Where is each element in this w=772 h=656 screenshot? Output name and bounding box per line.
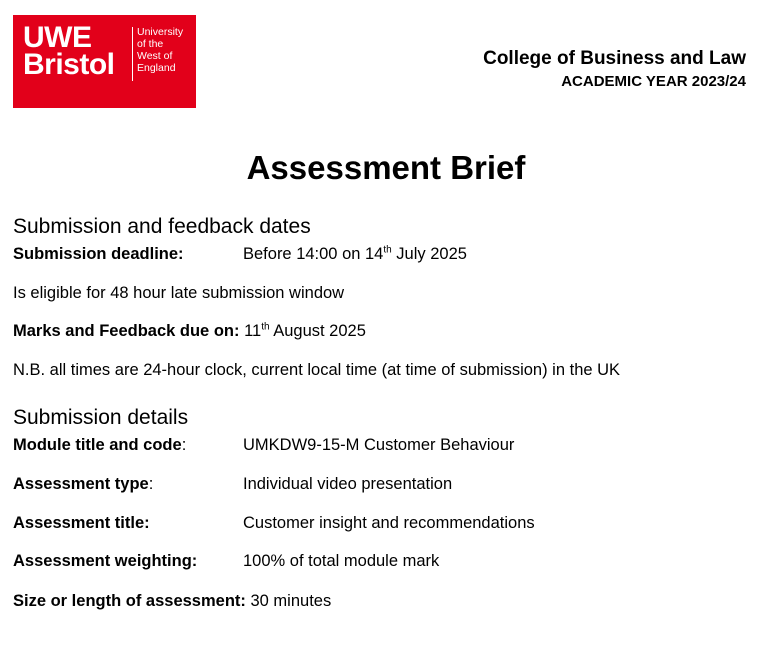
marks-feedback-label: Marks and Feedback due on: — [13, 322, 240, 340]
section-heading-dates: Submission and feedback dates — [13, 215, 311, 238]
deadline-month: July 2025 — [391, 245, 467, 263]
college-name: College of Business and Law — [483, 48, 746, 69]
assessment-type-label: Assessment type — [13, 475, 149, 493]
academic-year: ACADEMIC YEAR 2023/24 — [561, 73, 746, 90]
college-header — [483, 47, 746, 93]
late-window-row: Is eligible for 48 hour late submission window — [13, 284, 345, 302]
logo-word-uwe: UWE — [23, 21, 92, 54]
logo-univ-line: University — [137, 26, 184, 38]
module-value: UMKDW9-15-M Customer Behaviour — [243, 436, 515, 454]
marks-feedback-day: 11 — [239, 322, 262, 340]
assessment-type-colon: : — [148, 475, 154, 493]
deadline-ordinal: th — [383, 244, 392, 256]
assessment-type-value: Individual video presentation — [243, 475, 453, 493]
logo-university-text — [137, 26, 183, 74]
assessment-title-label: Assessment title: — [13, 514, 150, 532]
logo-word-bristol: Bristol — [23, 48, 115, 81]
module-row — [13, 434, 515, 456]
assessment-weighting-value: 100% of total module mark — [243, 552, 440, 570]
module-label: Module title and code — [13, 436, 182, 454]
time-note: N.B. all times are 24-hour clock, current local time (at time of submission) in the UK — [13, 361, 621, 379]
assessment-title-row — [13, 512, 535, 534]
marks-feedback-row — [13, 320, 366, 342]
submission-deadline-row — [13, 243, 467, 265]
logo-divider — [132, 27, 133, 81]
assessment-type-row — [13, 473, 453, 495]
assessment-size-label: Size or length of assessment: — [13, 592, 246, 610]
submission-deadline-label: Submission deadline: — [13, 245, 184, 263]
logo-univ-line: England — [137, 62, 176, 74]
module-label-colon: : — [181, 436, 187, 454]
page-title: Assessment Brief — [246, 149, 526, 186]
deadline-text: Before 14:00 on 14 — [243, 245, 384, 263]
marks-feedback-month: August 2025 — [269, 322, 366, 340]
submission-deadline-value — [243, 243, 467, 265]
logo-univ-line: West of — [137, 50, 173, 62]
assessment-weighting-label: Assessment weighting: — [13, 552, 198, 570]
assessment-title-value: Customer insight and recommendations — [243, 514, 535, 532]
section-heading-details: Submission details — [13, 406, 189, 429]
uwe-bristol-logo — [13, 15, 196, 108]
assessment-size-value: 30 minutes — [245, 592, 332, 610]
marks-feedback-ordinal: th — [261, 321, 270, 333]
assessment-size-row — [13, 590, 331, 612]
assessment-weighting-row — [13, 550, 440, 572]
logo-univ-line: of the — [137, 38, 164, 50]
